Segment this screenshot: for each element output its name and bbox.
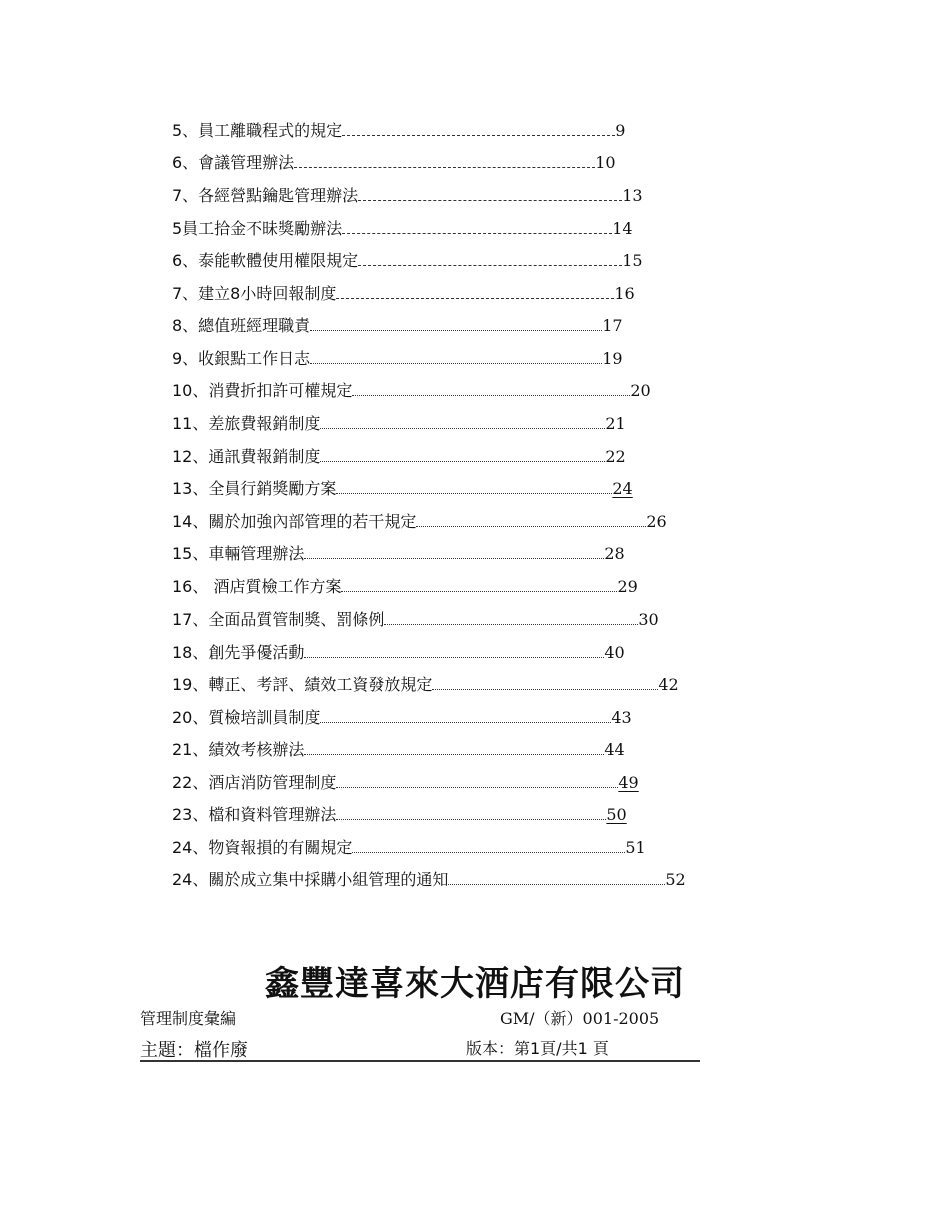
toc-leader bbox=[336, 492, 612, 494]
toc-page-number: 9 bbox=[615, 121, 626, 140]
toc-entry bbox=[172, 510, 667, 534]
toc-entry-title: 11、差旅費報銷制度 bbox=[172, 414, 321, 433]
toc-leader bbox=[341, 590, 617, 592]
toc-leader bbox=[320, 460, 605, 462]
toc-leader bbox=[416, 525, 646, 527]
toc-entry bbox=[172, 868, 686, 892]
toc-entry-title: 6、泰能軟體使用權限規定 bbox=[172, 251, 359, 270]
toc-entry-title: 10、消費折扣許可權規定 bbox=[172, 381, 353, 400]
toc-entry-title: 8、總值班經理職責 bbox=[172, 316, 311, 335]
toc-page-number: 29 bbox=[617, 577, 638, 596]
toc-leader bbox=[310, 362, 602, 364]
toc-entry bbox=[172, 379, 651, 403]
toc-page-number: 52 bbox=[665, 870, 686, 889]
toc-entry bbox=[172, 771, 639, 795]
toc-page-number: 43 bbox=[611, 708, 632, 727]
toc-entry bbox=[172, 151, 616, 175]
document-header-row bbox=[140, 1006, 700, 1030]
toc-page-number: 21 bbox=[605, 414, 626, 433]
toc-entry bbox=[172, 641, 625, 665]
company-title: 鑫豐達喜來大酒店有限公司 bbox=[265, 964, 685, 1004]
toc-entry bbox=[172, 608, 659, 632]
toc-leader bbox=[336, 297, 614, 299]
toc-entry bbox=[172, 217, 633, 241]
toc-entry bbox=[172, 673, 679, 697]
toc-entry-title: 7、各經營點鑰匙管理辦法 bbox=[172, 186, 359, 205]
toc-leader bbox=[358, 199, 622, 201]
toc-leader bbox=[448, 883, 665, 885]
series-label: 管理制度彙編 bbox=[140, 1009, 237, 1028]
toc-entry bbox=[172, 738, 625, 762]
toc-page-number: 14 bbox=[612, 219, 633, 238]
toc-entry-title: 24、物資報損的有關規定 bbox=[172, 838, 353, 857]
toc-entry bbox=[172, 542, 625, 566]
toc-entry-title: 5員工拾金不昧獎勵辦法 bbox=[172, 219, 343, 238]
toc-entry-title: 17、全面品質管制獎、罰條例 bbox=[172, 610, 385, 629]
toc-page-number: 49 bbox=[618, 773, 639, 792]
toc-entry-title: 15、車輛管理辦法 bbox=[172, 544, 305, 563]
toc-page-number: 40 bbox=[604, 643, 625, 662]
toc-leader bbox=[320, 721, 611, 723]
version-label: 版本：第1頁/共1 頁 bbox=[466, 1039, 609, 1058]
toc-entry-title: 14、關於加強內部管理的若干規定 bbox=[172, 512, 417, 531]
toc-leader bbox=[352, 394, 630, 396]
toc-page-number: 16 bbox=[614, 284, 635, 303]
document-subject-row bbox=[140, 1036, 700, 1062]
toc-leader bbox=[342, 134, 615, 136]
toc-leader bbox=[310, 329, 602, 331]
toc-page-number: 22 bbox=[605, 447, 626, 466]
toc-entry-title: 24、關於成立集中採購小組管理的通知 bbox=[172, 870, 449, 889]
toc-entry-title: 13、全員行銷獎勵方案 bbox=[172, 479, 337, 498]
toc-leader bbox=[336, 786, 618, 788]
toc-page-number: 26 bbox=[646, 512, 667, 531]
toc-page-number: 19 bbox=[602, 349, 623, 368]
toc-leader bbox=[432, 688, 658, 690]
toc-entry bbox=[172, 477, 633, 501]
toc-leader bbox=[352, 851, 625, 853]
toc-page-number: 30 bbox=[638, 610, 659, 629]
toc-page-number: 50 bbox=[606, 805, 627, 824]
toc-entry bbox=[172, 836, 646, 860]
toc-entry-title: 22、酒店消防管理制度 bbox=[172, 773, 337, 792]
toc-leader bbox=[320, 427, 605, 429]
toc-leader bbox=[304, 656, 604, 658]
toc-leader bbox=[384, 623, 638, 625]
toc-entry-title: 12、通訊費報銷制度 bbox=[172, 447, 321, 466]
subject-label: 主題：檔作廢 bbox=[140, 1040, 248, 1061]
toc-page-number: 15 bbox=[622, 251, 643, 270]
toc-entry bbox=[172, 184, 643, 208]
toc-entry bbox=[172, 803, 627, 827]
toc-page-number: 17 bbox=[602, 316, 623, 335]
toc-entry bbox=[172, 347, 623, 371]
toc-entry bbox=[172, 282, 635, 306]
toc-leader bbox=[358, 264, 622, 266]
toc-page-number: 10 bbox=[595, 153, 616, 172]
toc-entry bbox=[172, 249, 643, 273]
toc-page-number: 44 bbox=[604, 740, 625, 759]
toc-entry-title: 18、創先爭優活動 bbox=[172, 643, 305, 662]
toc-entry-title: 6、會議管理辦法 bbox=[172, 153, 295, 172]
toc-page-number: 20 bbox=[630, 381, 651, 400]
toc-leader bbox=[342, 232, 612, 234]
toc-entry bbox=[172, 706, 632, 730]
toc-entry-title: 19、轉正、考評、績效工資發放規定 bbox=[172, 675, 433, 694]
toc-leader bbox=[294, 166, 595, 168]
toc-entry-title: 20、質檢培訓員制度 bbox=[172, 708, 321, 727]
toc-page-number: 51 bbox=[625, 838, 646, 857]
document-code: GM/（新）001-2005 bbox=[500, 1009, 660, 1028]
toc-page-number: 24 bbox=[612, 479, 633, 498]
toc-entry-title: 9、收銀點工作日志 bbox=[172, 349, 311, 368]
toc-leader bbox=[336, 818, 606, 820]
toc-page-number: 13 bbox=[622, 186, 643, 205]
toc-entry-title: 16、 酒店質檢工作方案 bbox=[172, 577, 342, 596]
toc-page-number: 42 bbox=[658, 675, 679, 694]
toc-entry bbox=[172, 314, 623, 338]
toc-leader bbox=[304, 557, 604, 559]
toc-entry-title: 21、績效考核辦法 bbox=[172, 740, 305, 759]
toc-entry-title: 23、檔和資料管理辦法 bbox=[172, 805, 337, 824]
toc-entry bbox=[172, 575, 638, 599]
toc-leader bbox=[304, 753, 604, 755]
toc-entry-title: 7、建立8小時回報制度 bbox=[172, 284, 337, 303]
toc-entry bbox=[172, 119, 625, 143]
toc-entry bbox=[172, 412, 626, 436]
toc-entry bbox=[172, 445, 626, 469]
toc-entry-title: 5、員工離職程式的規定 bbox=[172, 121, 343, 140]
toc-page-number: 28 bbox=[604, 544, 625, 563]
